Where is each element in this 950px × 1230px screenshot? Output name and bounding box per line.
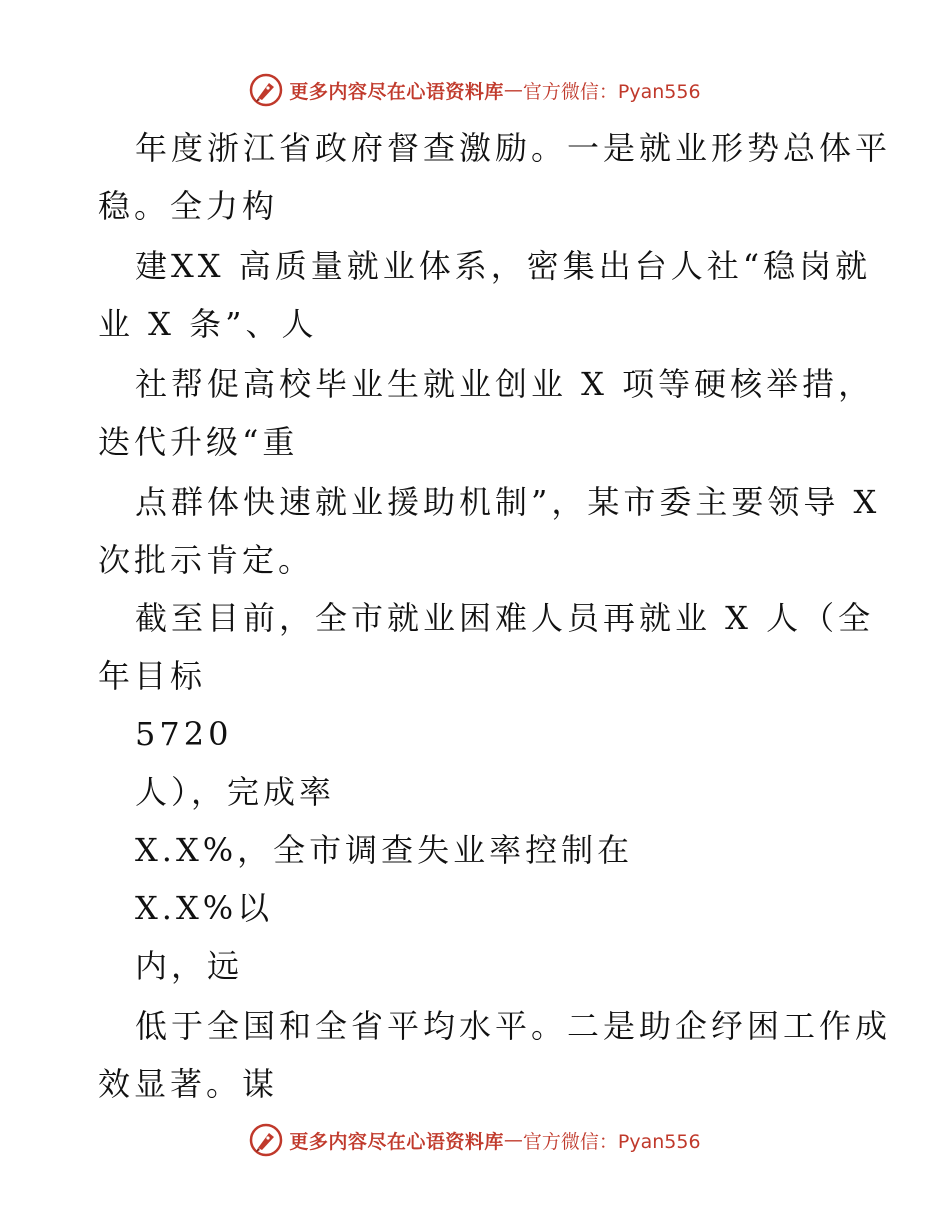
text-line-17: 效显著。谋 xyxy=(98,1065,279,1103)
text-line-13: X.X%，全市调查失业率控制在 xyxy=(135,831,634,869)
text-line-10: 年目标 xyxy=(98,657,207,695)
pen-nib-logo-icon xyxy=(249,73,283,107)
footer-banner xyxy=(0,1122,950,1158)
text-line-16: 低于全国和全省平均水平。二是助企纾困工作成 xyxy=(135,1007,892,1045)
text-line-14: X.X%以 xyxy=(135,889,274,927)
banner-separator: — xyxy=(503,79,523,101)
text-line-12: 人），完成率 xyxy=(135,773,336,811)
text-line-15: 内，远 xyxy=(135,947,244,985)
pen-nib-logo-icon xyxy=(249,1123,283,1157)
text-line-5: 社帮促高校毕业生就业创业 X 项等硬核举措， xyxy=(135,365,875,403)
text-line-7: 点群体快速就业援助机制”，某市委主要领导 X xyxy=(135,483,881,521)
banner-wechat: 官方微信：Pyan556 xyxy=(522,80,701,103)
banner-wechat: 官方微信：Pyan556 xyxy=(522,1130,701,1153)
text-line-8: 次批示肯定。 xyxy=(98,541,315,579)
text-line-4: 业 X 条”、人 xyxy=(98,305,318,343)
banner-title: 更多内容尽在心语资料库 xyxy=(289,1130,504,1153)
text-line-2: 稳。全力构 xyxy=(98,187,279,225)
text-line-3: 建XX 高质量就业体系，密集出台人社“稳岗就 xyxy=(135,247,872,285)
header-banner xyxy=(0,72,950,108)
banner-separator: — xyxy=(503,1129,523,1151)
text-line-11: 5720 xyxy=(135,715,233,753)
banner-title: 更多内容尽在心语资料库 xyxy=(289,80,504,103)
text-line-9: 截至目前，全市就业困难人员再就业 X 人（全 xyxy=(135,599,875,637)
text-line-6: 迭代升级“重 xyxy=(98,423,299,461)
text-line-1: 年度浙江省政府督查激励。一是就业形势总体平 xyxy=(135,129,892,167)
